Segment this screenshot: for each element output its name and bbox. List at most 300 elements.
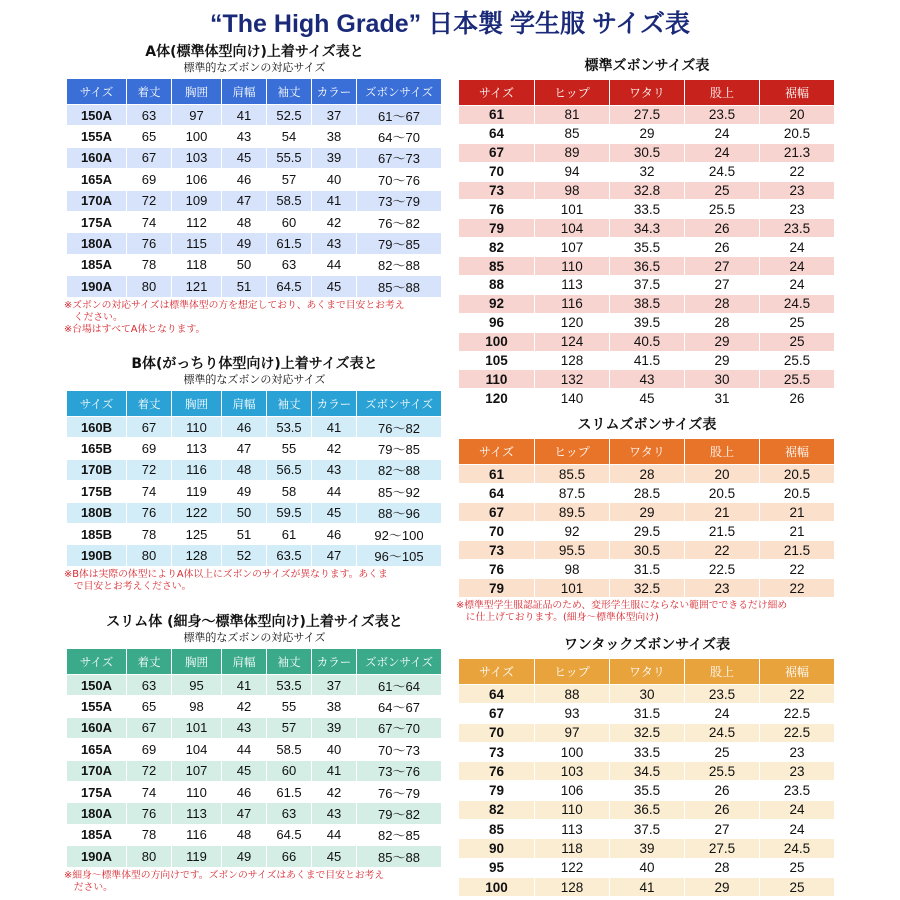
size-cell: 79 [459, 781, 535, 800]
value-cell: 82〜85 [357, 824, 442, 845]
value-cell: 42 [312, 781, 357, 802]
value-cell: 41 [312, 417, 357, 438]
header-row [67, 649, 442, 675]
table-row [459, 503, 835, 522]
value-cell: 45 [610, 389, 685, 408]
slim-pants-notes [456, 600, 836, 624]
table-row [459, 723, 835, 742]
value-cell: 32.8 [610, 181, 685, 200]
a-body-section [66, 44, 443, 336]
value-cell: 104 [172, 739, 222, 760]
column-header: サイズ [67, 79, 127, 105]
value-cell: 63 [267, 803, 312, 824]
value-cell: 47 [312, 545, 357, 566]
column-header: サイズ [459, 80, 535, 106]
value-cell: 94 [535, 162, 610, 181]
size-cell: 105 [459, 351, 535, 370]
value-cell: 37.5 [610, 276, 685, 295]
value-cell: 39 [312, 147, 357, 168]
value-cell: 116 [535, 294, 610, 313]
value-cell: 101 [535, 200, 610, 219]
value-cell: 43 [312, 233, 357, 254]
size-cell: 100 [459, 332, 535, 351]
value-cell: 41.5 [610, 351, 685, 370]
column-header: 着丈 [127, 649, 172, 675]
value-cell: 22 [685, 541, 760, 560]
slim-pants-heading [458, 417, 836, 434]
column-header: サイズ [459, 439, 535, 465]
value-cell: 43 [222, 717, 267, 738]
one-tuck-pants-title: ワンタックズボンサイズ表 [563, 637, 731, 653]
value-cell: 106 [535, 781, 610, 800]
value-cell: 24 [760, 276, 835, 295]
table-row [67, 276, 442, 297]
b-body-heading [66, 356, 443, 387]
value-cell: 51 [222, 276, 267, 297]
size-cell: 73 [459, 541, 535, 560]
value-cell: 61 [267, 523, 312, 544]
value-cell: 52.5 [267, 105, 312, 126]
value-cell: 88 [535, 685, 610, 704]
table-row [67, 169, 442, 190]
value-cell: 38.5 [610, 294, 685, 313]
value-cell: 74 [127, 781, 172, 802]
size-cell: 61 [459, 465, 535, 484]
value-cell: 30.5 [610, 143, 685, 162]
value-cell: 29.5 [610, 522, 685, 541]
value-cell: 48 [222, 459, 267, 480]
standard-pants-title: 標準ズボンサイズ表 [584, 58, 710, 74]
value-cell: 27 [685, 257, 760, 276]
value-cell: 38 [312, 696, 357, 717]
value-cell: 37.5 [610, 820, 685, 839]
table-row [67, 233, 442, 254]
value-cell: 34.3 [610, 219, 685, 238]
value-cell: 28 [685, 294, 760, 313]
one-tuck-pants-section [458, 637, 836, 897]
value-cell: 110 [172, 781, 222, 802]
value-cell: 24.5 [760, 294, 835, 313]
slim-body-size-table [66, 648, 442, 868]
column-header: カラー [312, 649, 357, 675]
value-cell: 55 [267, 696, 312, 717]
table-row [459, 579, 835, 598]
value-cell: 113 [535, 820, 610, 839]
value-cell: 95.5 [535, 541, 610, 560]
value-cell: 64〜70 [357, 126, 442, 147]
value-cell: 25.5 [685, 200, 760, 219]
value-cell: 27 [685, 276, 760, 295]
value-cell: 23.5 [685, 106, 760, 125]
value-cell: 60 [267, 211, 312, 232]
standard-pants-size-table [458, 79, 835, 408]
value-cell: 85〜92 [357, 481, 442, 502]
a-body-size-table [66, 78, 442, 298]
a-body-heading [66, 44, 443, 75]
value-cell: 28 [685, 313, 760, 332]
value-cell: 47 [222, 190, 267, 211]
value-cell: 122 [535, 858, 610, 877]
value-cell: 128 [535, 877, 610, 896]
value-cell: 69 [127, 739, 172, 760]
value-cell: 45 [312, 846, 357, 867]
size-cell: 180A [67, 233, 127, 254]
table-row [459, 800, 835, 819]
value-cell: 128 [535, 351, 610, 370]
table-row [459, 762, 835, 781]
value-cell: 121 [172, 276, 222, 297]
value-cell: 47 [222, 803, 267, 824]
value-cell: 42 [222, 696, 267, 717]
column-header: 裾幅 [760, 439, 835, 465]
table-row [67, 254, 442, 275]
value-cell: 76 [127, 803, 172, 824]
value-cell: 31.5 [610, 704, 685, 723]
value-cell: 61.5 [267, 233, 312, 254]
table-row [67, 211, 442, 232]
table-row [459, 781, 835, 800]
note-line: ※B体は実際の体型によりA体以上にズボンのサイズが異なります。あくま [64, 568, 388, 580]
table-row [67, 523, 442, 544]
value-cell: 40 [610, 858, 685, 877]
value-cell: 67 [127, 717, 172, 738]
value-cell: 58 [267, 481, 312, 502]
column-header: 股上 [685, 80, 760, 106]
table-row [67, 675, 442, 696]
value-cell: 32.5 [610, 723, 685, 742]
table-row [67, 781, 442, 802]
table-row [459, 389, 835, 408]
value-cell: 31 [685, 389, 760, 408]
size-cell: 79 [459, 219, 535, 238]
value-cell: 95 [172, 675, 222, 696]
value-cell: 89 [535, 143, 610, 162]
value-cell: 67〜70 [357, 717, 442, 738]
size-cell: 120 [459, 389, 535, 408]
value-cell: 78 [127, 824, 172, 845]
table-row [459, 522, 835, 541]
value-cell: 29 [610, 124, 685, 143]
value-cell: 24.5 [685, 162, 760, 181]
value-cell: 21.5 [685, 522, 760, 541]
value-cell: 40 [312, 739, 357, 760]
value-cell: 23 [760, 200, 835, 219]
value-cell: 78 [127, 523, 172, 544]
value-cell: 72 [127, 190, 172, 211]
value-cell: 24 [760, 257, 835, 276]
size-cell: 70 [459, 723, 535, 742]
table-row [459, 143, 835, 162]
value-cell: 64.5 [267, 276, 312, 297]
value-cell: 24 [760, 800, 835, 819]
size-cell: 155A [67, 696, 127, 717]
b-body-size-table [66, 390, 442, 567]
value-cell: 122 [172, 502, 222, 523]
value-cell: 35.5 [610, 781, 685, 800]
table-row [67, 438, 442, 459]
value-cell: 76 [127, 233, 172, 254]
value-cell: 24 [760, 820, 835, 839]
column-header: 肩幅 [222, 79, 267, 105]
value-cell: 41 [312, 190, 357, 211]
size-cell: 95 [459, 858, 535, 877]
value-cell: 132 [535, 370, 610, 389]
value-cell: 97 [535, 723, 610, 742]
value-cell: 54 [267, 126, 312, 147]
value-cell: 119 [172, 846, 222, 867]
table-row [459, 332, 835, 351]
value-cell: 65 [127, 696, 172, 717]
size-cell: 180A [67, 803, 127, 824]
value-cell: 20.5 [760, 465, 835, 484]
value-cell: 22.5 [760, 704, 835, 723]
value-cell: 26 [685, 238, 760, 257]
value-cell: 73〜76 [357, 760, 442, 781]
note-line: に仕上げております。(細身〜標準体型向け) [456, 612, 659, 623]
size-cell: 150A [67, 675, 127, 696]
value-cell: 40 [312, 169, 357, 190]
value-cell: 32.5 [610, 579, 685, 598]
value-cell: 110 [535, 800, 610, 819]
value-cell: 60 [267, 760, 312, 781]
value-cell: 21 [760, 522, 835, 541]
value-cell: 115 [172, 233, 222, 254]
value-cell: 53.5 [267, 417, 312, 438]
value-cell: 20.5 [685, 484, 760, 503]
size-cell: 170B [67, 459, 127, 480]
value-cell: 107 [172, 760, 222, 781]
value-cell: 50 [222, 502, 267, 523]
value-cell: 57 [267, 717, 312, 738]
value-cell: 48 [222, 824, 267, 845]
value-cell: 69 [127, 169, 172, 190]
value-cell: 22 [760, 685, 835, 704]
size-cell: 76 [459, 200, 535, 219]
value-cell: 55.5 [267, 147, 312, 168]
value-cell: 110 [172, 417, 222, 438]
a-body-title: A体(標準体型向け)上着サイズ表と [145, 44, 364, 60]
b-body-section [66, 356, 443, 593]
value-cell: 89.5 [535, 503, 610, 522]
table-row [459, 181, 835, 200]
table-row [67, 105, 442, 126]
value-cell: 128 [172, 545, 222, 566]
value-cell: 23 [685, 579, 760, 598]
header-row [459, 439, 835, 465]
table-row [459, 294, 835, 313]
value-cell: 67 [127, 417, 172, 438]
value-cell: 80 [127, 276, 172, 297]
column-header: 袖丈 [267, 79, 312, 105]
size-cell: 73 [459, 742, 535, 761]
value-cell: 45 [312, 276, 357, 297]
value-cell: 23.5 [685, 685, 760, 704]
value-cell: 120 [535, 313, 610, 332]
column-header: サイズ [67, 391, 127, 417]
table-row [459, 560, 835, 579]
size-cell: 155A [67, 126, 127, 147]
value-cell: 80 [127, 545, 172, 566]
value-cell: 113 [535, 276, 610, 295]
size-cell: 185A [67, 824, 127, 845]
value-cell: 23 [760, 742, 835, 761]
size-cell: 165A [67, 739, 127, 760]
size-cell: 85 [459, 820, 535, 839]
value-cell: 21 [685, 503, 760, 522]
size-cell: 85 [459, 257, 535, 276]
value-cell: 27.5 [685, 839, 760, 858]
table-row [459, 877, 835, 896]
value-cell: 74 [127, 211, 172, 232]
value-cell: 53.5 [267, 675, 312, 696]
value-cell: 40.5 [610, 332, 685, 351]
table-row [459, 351, 835, 370]
value-cell: 49 [222, 481, 267, 502]
column-header: サイズ [459, 659, 535, 685]
value-cell: 44 [312, 824, 357, 845]
value-cell: 35.5 [610, 238, 685, 257]
size-cell: 76 [459, 762, 535, 781]
table-row [67, 502, 442, 523]
value-cell: 36.5 [610, 257, 685, 276]
column-header: 裾幅 [760, 659, 835, 685]
size-cell: 185A [67, 254, 127, 275]
column-header: 胸囲 [172, 649, 222, 675]
table-row [67, 803, 442, 824]
value-cell: 29 [610, 503, 685, 522]
value-cell: 58.5 [267, 190, 312, 211]
value-cell: 124 [535, 332, 610, 351]
note-line: ※標準型学生服認証品のため、変形学生服にならない範囲でできるだけ細め [456, 600, 788, 611]
size-cell: 76 [459, 560, 535, 579]
table-row [67, 126, 442, 147]
table-row [459, 839, 835, 858]
value-cell: 21 [760, 503, 835, 522]
value-cell: 97 [172, 105, 222, 126]
table-row [67, 760, 442, 781]
value-cell: 26 [685, 781, 760, 800]
value-cell: 29 [685, 351, 760, 370]
value-cell: 25 [685, 181, 760, 200]
value-cell: 21.5 [760, 541, 835, 560]
size-cell: 73 [459, 181, 535, 200]
value-cell: 33.5 [610, 742, 685, 761]
size-cell: 64 [459, 685, 535, 704]
value-cell: 79〜85 [357, 438, 442, 459]
value-cell: 116 [172, 824, 222, 845]
value-cell: 66 [267, 846, 312, 867]
value-cell: 29 [685, 877, 760, 896]
size-cell: 92 [459, 294, 535, 313]
value-cell: 109 [172, 190, 222, 211]
value-cell: 23.5 [760, 781, 835, 800]
value-cell: 76 [127, 502, 172, 523]
value-cell: 46 [222, 781, 267, 802]
value-cell: 72 [127, 459, 172, 480]
value-cell: 103 [535, 762, 610, 781]
size-cell: 170A [67, 760, 127, 781]
size-cell: 160A [67, 717, 127, 738]
value-cell: 41 [222, 675, 267, 696]
value-cell: 20.5 [760, 124, 835, 143]
value-cell: 20 [760, 106, 835, 125]
header-row [67, 79, 442, 105]
header-row [459, 659, 835, 685]
value-cell: 93 [535, 704, 610, 723]
value-cell: 43 [312, 459, 357, 480]
value-cell: 27.5 [610, 106, 685, 125]
column-header: 股上 [685, 439, 760, 465]
table-row [459, 820, 835, 839]
table-row [459, 124, 835, 143]
value-cell: 118 [535, 839, 610, 858]
column-header: 胸囲 [172, 391, 222, 417]
value-cell: 82〜88 [357, 254, 442, 275]
value-cell: 23 [760, 762, 835, 781]
table-row [459, 313, 835, 332]
value-cell: 24.5 [760, 839, 835, 858]
value-cell: 43 [610, 370, 685, 389]
table-row [459, 276, 835, 295]
value-cell: 76〜82 [357, 417, 442, 438]
value-cell: 70〜73 [357, 739, 442, 760]
column-header: 着丈 [127, 79, 172, 105]
value-cell: 107 [535, 238, 610, 257]
value-cell: 101 [535, 579, 610, 598]
value-cell: 79〜82 [357, 803, 442, 824]
table-row [459, 704, 835, 723]
value-cell: 110 [535, 257, 610, 276]
value-cell: 41 [222, 105, 267, 126]
table-row [459, 200, 835, 219]
b-body-notes [64, 569, 443, 593]
value-cell: 26 [760, 389, 835, 408]
size-cell: 82 [459, 238, 535, 257]
value-cell: 113 [172, 803, 222, 824]
value-cell: 27 [685, 820, 760, 839]
column-header: 着丈 [127, 391, 172, 417]
table-row [459, 162, 835, 181]
value-cell: 41 [610, 877, 685, 896]
size-cell: 190A [67, 846, 127, 867]
value-cell: 73〜79 [357, 190, 442, 211]
value-cell: 25 [760, 877, 835, 896]
value-cell: 44 [312, 254, 357, 275]
value-cell: 42 [312, 438, 357, 459]
value-cell: 37 [312, 675, 357, 696]
value-cell: 37 [312, 105, 357, 126]
value-cell: 36.5 [610, 800, 685, 819]
value-cell: 92 [535, 522, 610, 541]
column-header: 胸囲 [172, 79, 222, 105]
table-row [459, 219, 835, 238]
value-cell: 25 [760, 313, 835, 332]
value-cell: 79〜85 [357, 233, 442, 254]
column-header: ヒップ [535, 439, 610, 465]
value-cell: 22 [760, 560, 835, 579]
slim-pants-title: スリムズボンサイズ表 [577, 417, 717, 433]
value-cell: 98 [172, 696, 222, 717]
table-row [459, 106, 835, 125]
value-cell: 25.5 [760, 351, 835, 370]
value-cell: 43 [312, 803, 357, 824]
value-cell: 74 [127, 481, 172, 502]
size-cell: 175A [67, 781, 127, 802]
value-cell: 22.5 [685, 560, 760, 579]
value-cell: 24 [685, 124, 760, 143]
value-cell: 113 [172, 438, 222, 459]
table-row [459, 257, 835, 276]
